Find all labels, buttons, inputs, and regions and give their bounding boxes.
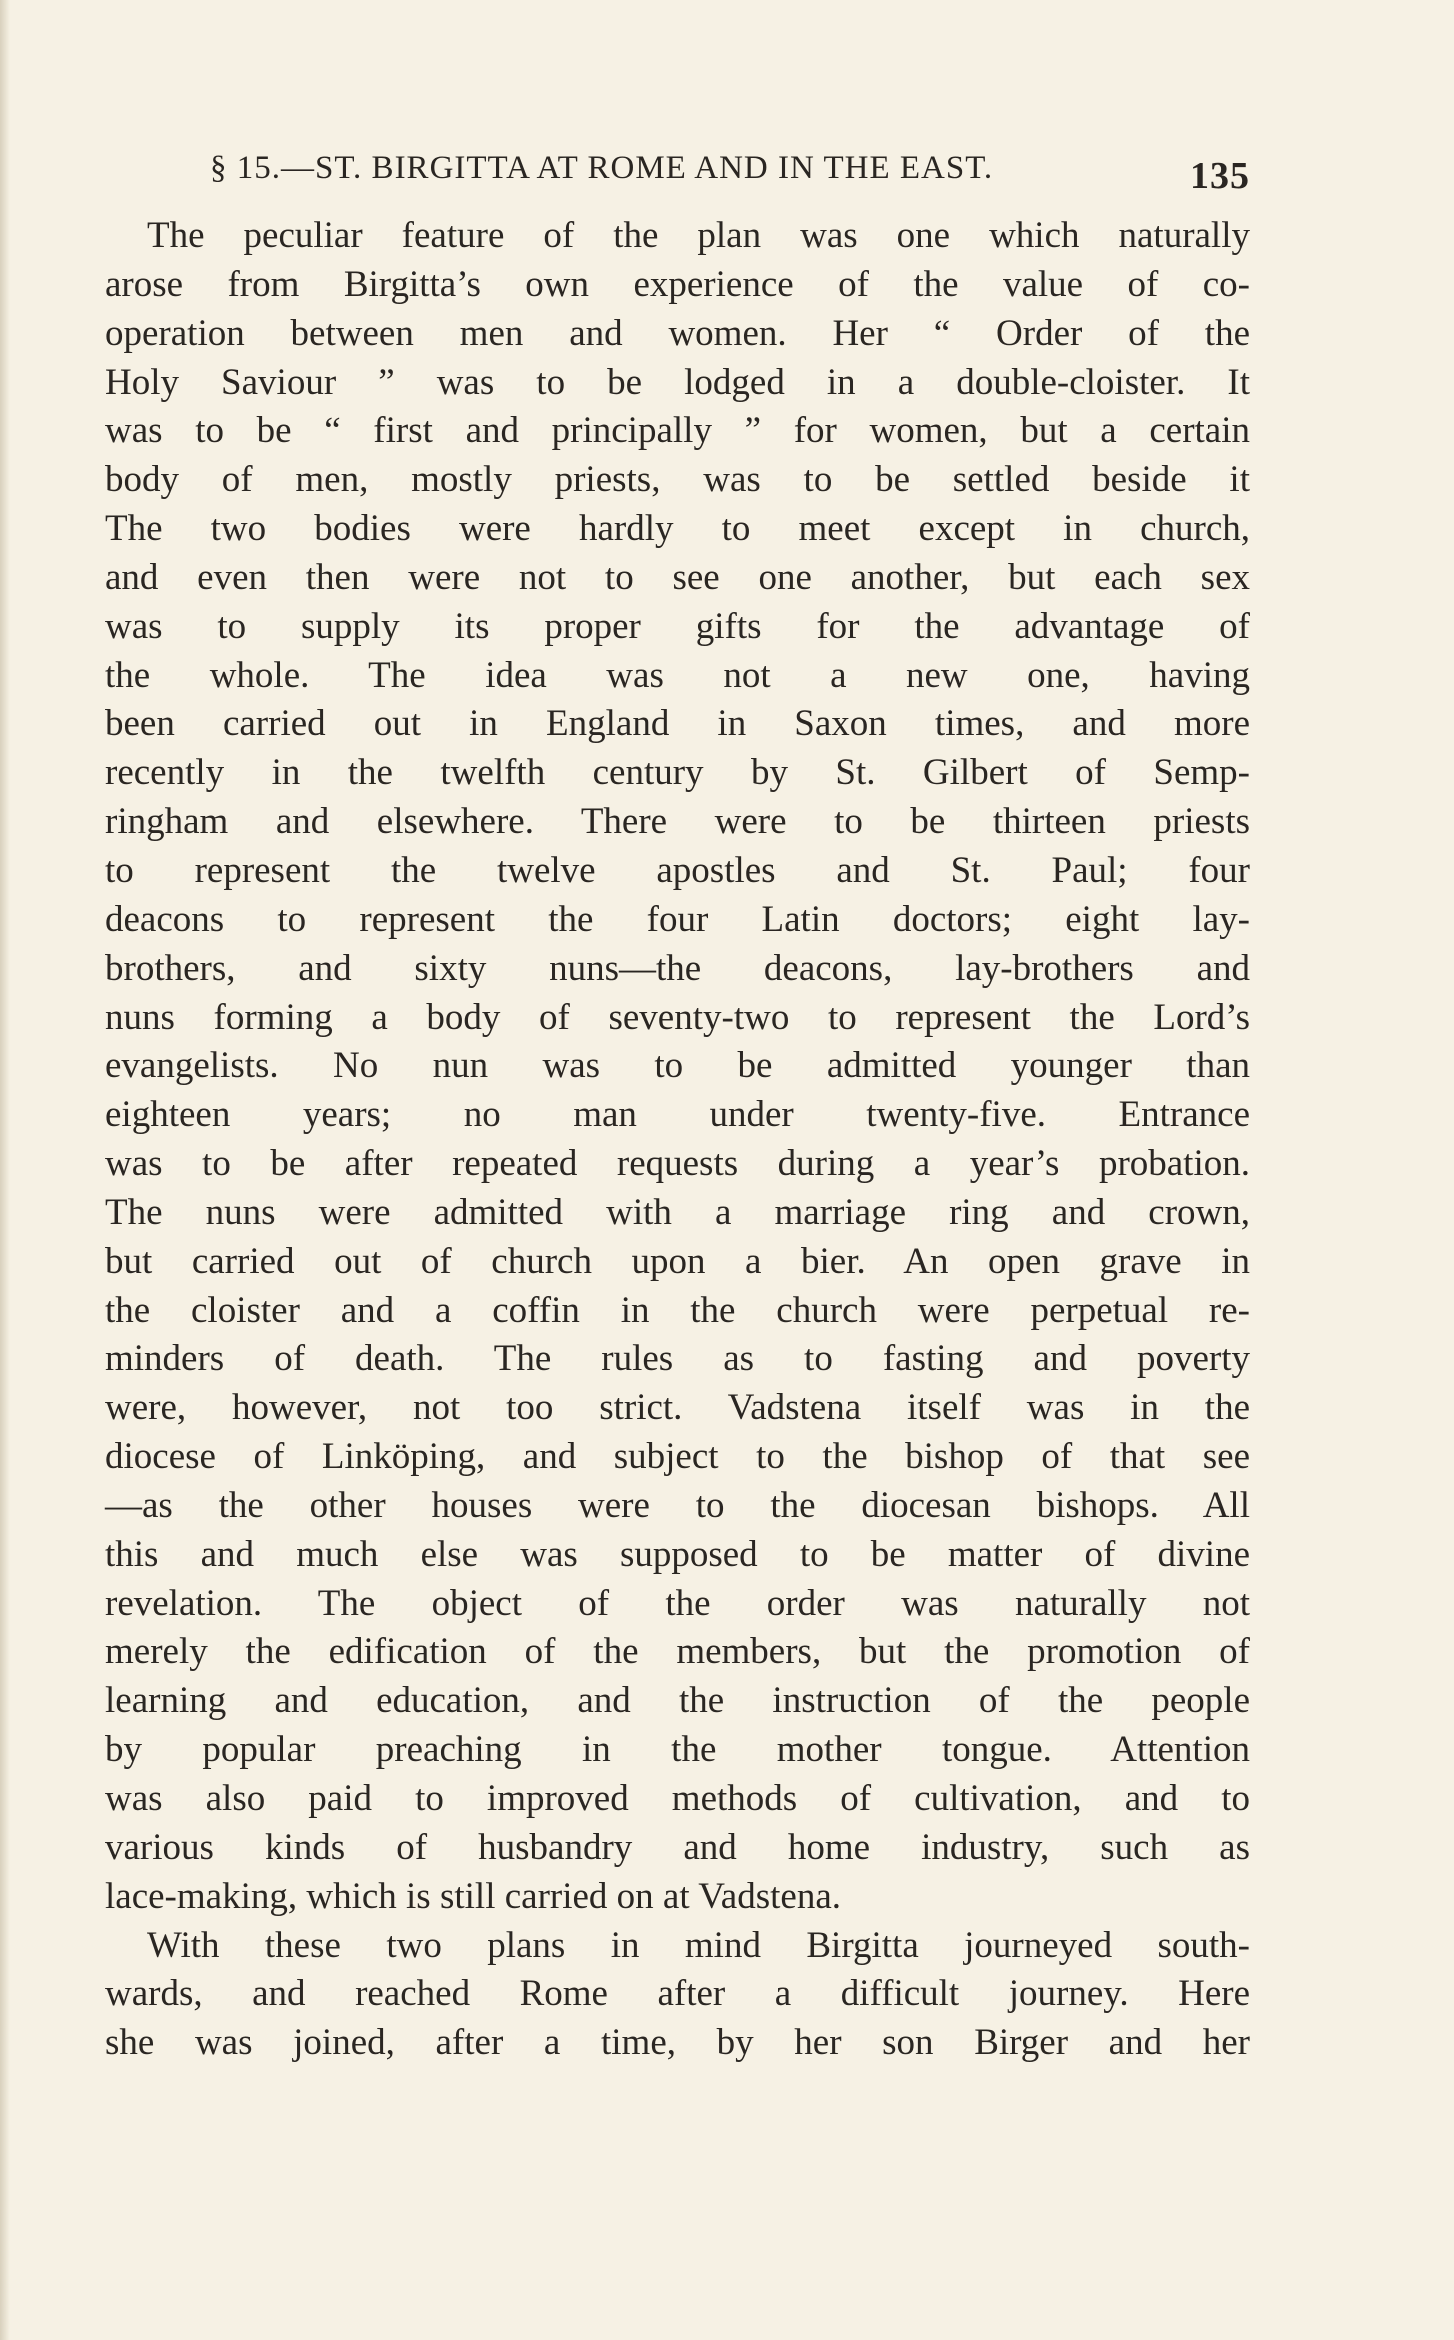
text-line: body of men, mostly priests, was to be settled beside it xyxy=(105,459,1250,501)
text-line: revelation. The object of the order was naturally not xyxy=(105,1582,1250,1624)
text-line: arose from Birgitta’s own experience of the value of co- xyxy=(105,263,1250,305)
text-line: The peculiar feature of the plan was one which naturally xyxy=(147,215,1250,256)
text-line: were, however, not too strict. Vadstena itself was in the xyxy=(105,1387,1250,1429)
body-text xyxy=(105,212,1250,2068)
text-line: lace-making, which is still carried on at Vadstena. xyxy=(105,1875,842,1917)
text-line: was also paid to improved methods of cultivation, and to xyxy=(105,1778,1250,1819)
text-line: by popular preaching in the mother tongue. Attention xyxy=(105,1729,1250,1771)
text-line: and even then were not to see one another, but each sex xyxy=(105,556,1250,598)
text-line: Holy Saviour ” was to be lodged in a double-cloister. It xyxy=(105,361,1250,403)
text-line: eighteen years; no man under twenty-five. Entrance xyxy=(105,1094,1250,1136)
text-line: was to supply its proper gifts for the advantage of xyxy=(105,605,1250,647)
text-line: she was joined, after a time, by her son Birger and her xyxy=(105,2022,1250,2064)
text-line: The nuns were admitted with a marriage ring and crown, xyxy=(105,1191,1250,1233)
text-line: this and much else was supposed to be matter of divine xyxy=(105,1533,1250,1575)
text-line: —as the other houses were to the diocesan bishops. All xyxy=(105,1484,1250,1526)
text-line: but carried out of church upon a bier. An open grave in xyxy=(105,1240,1250,1282)
text-line: With these two plans in mind Birgitta journeyed south- xyxy=(147,1924,1250,1966)
text-line: operation between men and women. Her “ Order of the xyxy=(105,312,1250,354)
text-line: diocese of Linköping, and subject to the bishop of that see xyxy=(105,1436,1250,1478)
text-line: been carried out in England in Saxon times, and more xyxy=(105,703,1250,745)
text-line: the cloister and a coffin in the church were perpetual re- xyxy=(105,1289,1250,1331)
page-number: 135 xyxy=(1190,155,1250,197)
text-line: wards, and reached Rome after a difficult journey. Here xyxy=(105,1973,1250,2015)
text-line: merely the edification of the members, but the promotion of xyxy=(105,1631,1250,1673)
text-line: to represent the twelve apostles and St. Paul; four xyxy=(105,849,1250,891)
text-line: various kinds of husbandry and home industry, such as xyxy=(105,1826,1250,1868)
text-line: recently in the twelfth century by St. Gilbert of Semp- xyxy=(105,752,1250,794)
text-line: the whole. The idea was not a new one, having xyxy=(105,654,1250,696)
text-line: was to be after repeated requests during a year’s probation. xyxy=(105,1143,1250,1185)
text-line: deacons to represent the four Latin doctors; eight lay- xyxy=(105,898,1250,940)
text-line: brothers, and sixty nuns—the deacons, lay-brothers and xyxy=(105,947,1250,989)
text-line: minders of death. The rules as to fasting and poverty xyxy=(105,1338,1250,1380)
text-line: nuns forming a body of seventy-two to represent the Lord’s xyxy=(105,996,1250,1038)
text-line: learning and education, and the instruction of the people xyxy=(105,1680,1250,1722)
page-edge-shadow xyxy=(0,0,10,2340)
running-head xyxy=(210,150,1250,200)
text-line: evangelists. No nun was to be admitted younger than xyxy=(105,1045,1250,1087)
text-line: The two bodies were hardly to meet except in church, xyxy=(105,508,1250,550)
running-title: § 15.—ST. BIRGITTA AT ROME AND IN THE EAST. xyxy=(210,150,994,186)
text-line: ringham and elsewhere. There were to be thirteen priests xyxy=(105,801,1250,843)
paragraph-1 xyxy=(105,212,1250,1922)
text-line: was to be “ first and principally ” for women, but a certain xyxy=(105,410,1250,452)
paragraph-2 xyxy=(105,1922,1250,2069)
